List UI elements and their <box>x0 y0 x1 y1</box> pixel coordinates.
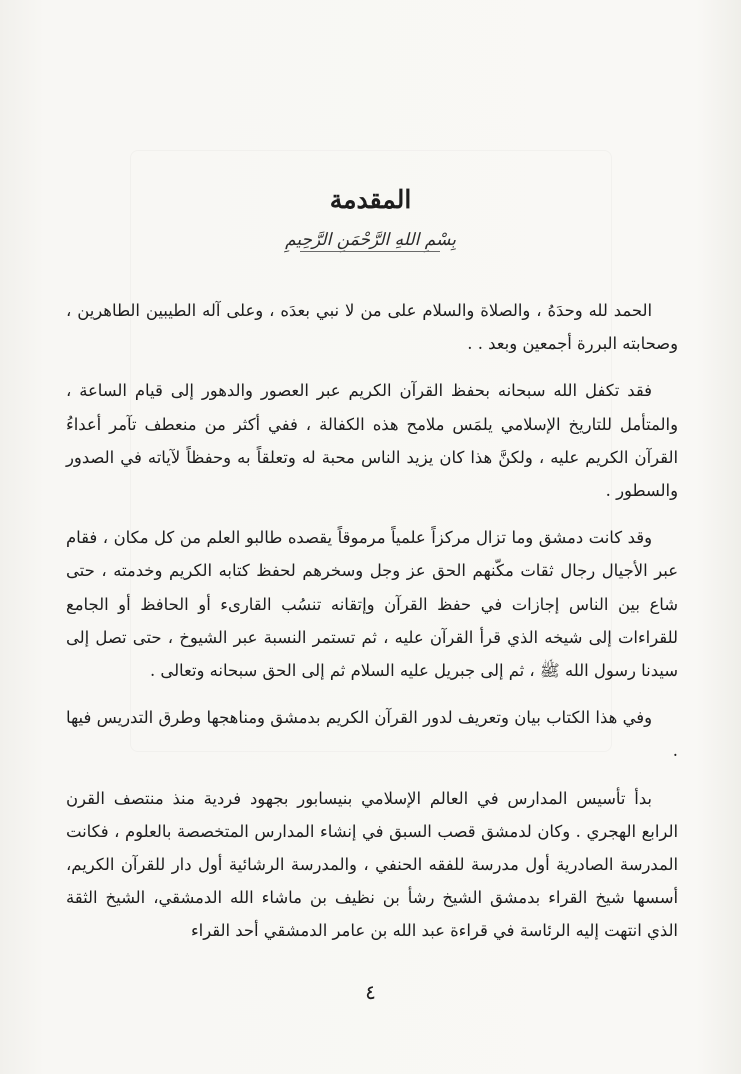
body-text <box>66 294 678 962</box>
paragraph-2: فقد تكفل الله سبحانه بحفظ القرآن الكريم عبر العصور والدهور إلى قيام الساعة ، والمتأمل للتاريخ الإسلامي يلمَس ملامح هذه الكفالة ، ففي أكثر من منعطف تآمر أعداءُ القرآن الكريم عليه ، ولكنَّ هذا كان يزيد الناس محبة له وتعلقاً به وحفظاً لآياته في الصدور والسطور . <box>66 381 678 501</box>
paragraph-1: الحمد لله وحدَهُ ، والصلاة والسلام على من لا نبي بعدَه ، وعلى آله الطيبين الطاهرين ، وصحابته البررة أجمعين وبعد . . <box>66 301 678 354</box>
basmala-underline <box>300 251 440 252</box>
page-number: ٤ <box>365 980 376 1004</box>
basmala: بِسْمِ اللهِ الرَّحْمَنِ الرَّحِيمِ <box>285 230 456 250</box>
paragraph-5: بدأ تأسيس المدارس في العالم الإسلامي بنيسابور بجهود فردية منذ منتصف القرن الرابع الهجري . وكان لدمشق قصب السبق في إنشاء المدارس المتخصصة بالعلوم ، فكانت المدرسة الصادرية أول مدرسة للفقه الحنفي ، والمدرسة الرشائية أول دار للقرآن الكريم، أسسها شيخ القراء بدمشق الشيخ رشأ بن نظيف بن ماشاء الله الدمشقي، الشيخ الثقة الذي انتهت إليه الرئاسة في قراءة عبد الله بن عامر الدمشقي أحد القراء <box>66 788 678 941</box>
page-title: المقدمة <box>329 184 412 214</box>
paragraph-4: وفي هذا الكتاب بيان وتعريف لدور القرآن الكريم بدمشق ومناهجها وطرق التدريس فيها . <box>66 708 678 761</box>
paragraph-3: وقد كانت دمشق وما تزال مركزاً علمياً مرموقاً يقصده طالبو العلم من كل مكان ، فقام عبر الأجيال رجال ثقات مكّنهم الحق عز وجل وسخرهم لحفظ كتابه الكريم وخدمته ، حتى شاع بين الناس إجازات في حفظ القرآن وإتقانه تنسُب القارىء أو الحافظ أو الجامع للقراءات إلى شيخه الذي قرأ القرآن عليه ، ثم تستمر النسبة عبر الشيوخ ، حتى تصل إلى سيدنا رسول الله ﷺ ، ثم إلى جبريل عليه السلام ثم إلى الحق سبحانه وتعالى . <box>66 528 678 681</box>
